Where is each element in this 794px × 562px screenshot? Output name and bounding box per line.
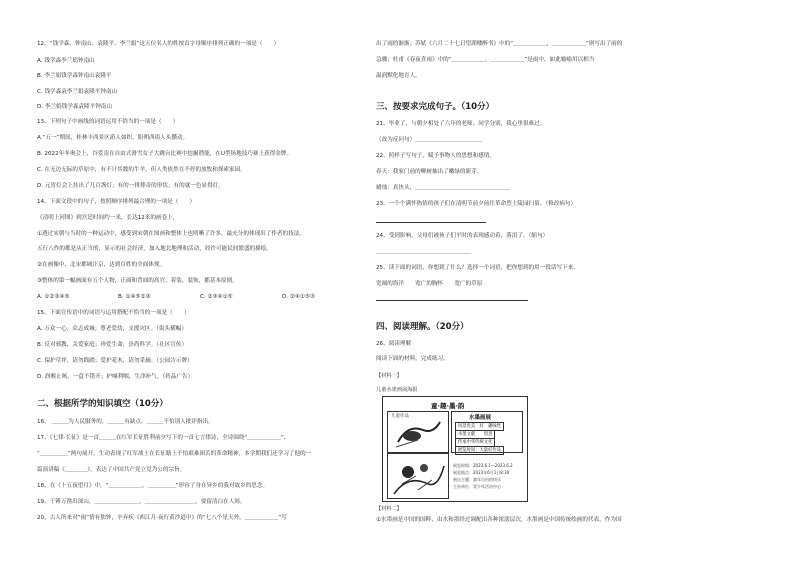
section-3-title: 三、按要求完成句子。（10分）: [376, 102, 495, 112]
q23-answer-line[interactable]: [376, 222, 486, 223]
q14-option-a: A. ①②③④⑤: [37, 294, 70, 300]
q20-cont-3: 温润默化地育人。: [376, 73, 421, 79]
ink-flower-painting: [388, 454, 448, 498]
poster-info-line: 主办单位：青少年活动中心: [453, 484, 501, 489]
q12-option-b: B. 李兰娟钱学森钟南山袁隆平: [37, 73, 112, 79]
poster-heading: 童·趣·墨·韵: [431, 402, 465, 410]
q25-line-1: 25、读下面的词语，你想到了什么？选择一个词语，把你想到的用一段话写下来。: [376, 265, 579, 271]
q20-cont-2: 急骤；杜甫《春夜喜雨》中的“＿＿＿＿＿＿，＿＿＿＿＿＿”是雨中，如此喻喻用以相当: [376, 57, 595, 63]
material-2-label: 【材料二】: [376, 506, 402, 512]
q18: 18、在《十五夜望月》中，“＿＿＿＿＿＿，＿＿＿＿＿”形容了身在异乡的我对故乡的思念。: [37, 483, 269, 489]
q14-sentence-2: 五行八作的都是从正当的，显示的社会经济，加入地北地理和活动，经许可能民间繁盛的描绘。: [37, 246, 272, 252]
q21-line-2: （改为反问句）＿＿＿＿＿＿＿＿＿＿＿＿: [376, 137, 483, 143]
q22-line-2: 春天：我家门前的柳树抽出了嫩绿的新芽。: [376, 169, 483, 175]
q14-option-b: B. ①④⑤②③: [118, 294, 151, 300]
q13-option-c: C. 在无边无际的草原中，有不计其数的牛羊，但人类依然在不停的放牧和探索家园。: [37, 167, 246, 173]
q13-option-b: B. 2022年冬奥会上，谷爱凌在自由式滑雪女子大跳台比赛中挖掘潜能，在U型场地技巧赛上获得金牌。: [37, 151, 293, 157]
q22-line-1: 22、照样子写句子，赋予事物人的思想和感情。: [376, 153, 495, 159]
material-1-label: 【材料一】: [376, 373, 402, 379]
q15-option-c: C. 保护草坪，请勿践踏；爱护花木，请勿采摘。（公园告示牌）: [37, 358, 193, 364]
q14-sentence-1: ①透过宋朝与当时的一种运动中，感受到宋朝在图画和整体上也明晰了许多，最充分的体现出了作者的技法。: [37, 231, 305, 237]
exhibition-poster: [382, 396, 528, 502]
poster-left-tag: 儿童作品: [391, 414, 409, 419]
q25-words: 宽阔的海洋 宽广的胸怀 宽广的草原: [376, 281, 483, 287]
q26-title: 26、阅读理解: [376, 341, 412, 347]
q12-option-d: D. 李兰娟钱学森袁隆平钟南山: [37, 104, 112, 110]
q20-cont-1: 出了雨的渐渐；苏轼《六月二十七日望湖楼醉书》中的“＿＿＿＿＿＿，＿＿＿＿＿＿”则写出了雨的: [376, 41, 623, 47]
section-4-title: 四、阅读理解。（20分）: [376, 322, 469, 332]
section-2-title: 二、根据所学的知识填空（10分）: [37, 399, 168, 409]
poster-info-line: 展览时间：2023.6.1—2023.6.2: [453, 463, 513, 468]
q17-line-1: 17、《七律·长征》是一首＿＿＿在红军长征胜利前夕写下的一首七言律诗，全诗围绕“＿＿＿＿＿＿”，: [37, 435, 290, 441]
q14-intro: 《清明上河图》到宫廷时间约一米，长达12米的画卷上，: [37, 215, 179, 221]
q14-sentence-4: ③整体的第一幅画面有五个人物，正面和背面的高官、着装、装饰，都基本原则。: [37, 278, 238, 284]
q15-option-b: B. 反对邪教，关爱家庭；珍爱生命，崇尚科学。（社区宣传）: [37, 342, 188, 348]
poster-info-line: 展出主题：童年自由的快乐: [453, 477, 501, 482]
q13-option-a: A.“五一”期间，桂林丰西景区游人如织，阳朔西街人头攒动。: [37, 135, 189, 141]
poster-pill: 水墨文献 创意: [455, 430, 495, 439]
q17-line-2: “＿＿＿＿＿”两句展开，生动表现了红军战士在长征路上不怕艰难困苦的革命精神，本学期我们还学习了他的一: [37, 451, 312, 457]
q14-option-d: D. ②④①⑤③: [282, 294, 315, 300]
q24-line-2: ＿＿＿＿＿＿＿＿＿＿＿＿＿＿＿＿＿: [376, 249, 472, 255]
q19: 19、千锤万凿出深山，＿＿＿＿＿＿＿＿，＿＿＿＿＿＿＿＿＿，要留清白在人间。: [37, 499, 246, 505]
q24-line-1: 24、受到影响，父母们被孩子们平时的表现感动着，落泪了。（缩句）: [376, 233, 549, 239]
poster-painting-bottom: [387, 453, 449, 499]
q15-option-d: D. 润喉止咳，一盒不错开；护嗓利咽，生津补气。（药品广告）: [37, 374, 194, 380]
q13-stem: 13、下列句子中画线的词语运用不恰当的一项是（ ）: [37, 119, 179, 125]
q12-option-c: C. 钱学森袁李兰娟袁隆平钟南山: [37, 89, 118, 95]
q15-stem: 15、下面宣传语中的词语与运用搭配不恰当的一项是（ ）: [37, 310, 190, 316]
q14-stem: 14、下面文段中的句子，按照顺序排列最合理的一项是（ ）: [37, 199, 196, 205]
q26-instruction: 阅读下面的材料，完成练习。: [376, 356, 449, 362]
poster-right-title: 水墨画展: [469, 415, 492, 421]
q23: 23、一个个满怀热情的孩子们在清明节前夕前往革命烈士陵园扫墓。（修改病句）: [376, 201, 577, 207]
poster-info-line: 展览地点：2023年6月1日8:30: [453, 470, 510, 475]
q21-line-1: 21、毕业了，与朝夕相处了六年的老师、同学分别，我心里很难过。: [376, 121, 546, 127]
q14-option-c: C. ②③④①⑤: [200, 294, 233, 300]
q17-line-3: 篇演讲稿《＿＿＿＿》，表达了中国共产党立党为公的宗旨。: [37, 467, 186, 473]
q14-sentence-3: ②在画像中，北宋都城汴京，达到百姓的全面体现。: [37, 262, 166, 268]
q22-line-3: 蜡烛：真快头，＿＿＿＿＿＿＿＿＿＿＿＿＿＿＿＿＿: [376, 185, 511, 191]
q25-answer-line[interactable]: [376, 300, 528, 301]
material-1-title: 儿童水墨画展海报: [376, 387, 418, 393]
q16: 16、 ＿＿＿为人民服务的，＿＿＿有缺点，＿＿＿不怕别人批评指出。: [37, 419, 214, 425]
q12-stem: 12、“钱学森、钟南山、袁隆平、李兰娟”这五位名人的姓按首字母顺序排列正确的一项是（ ）: [37, 41, 280, 47]
poster-pill: 风景优美 好 趣味性: [455, 422, 504, 431]
poster-pill: 展览时间：大量好作品: [455, 446, 504, 455]
q12-option-a: A. 钱学森李兰娟钟南山: [37, 58, 95, 64]
q13-option-d: D. 元宵灯会上挂出了几百盏灯；有的一排排奇的形状；有的就一色显得灯。: [37, 183, 224, 189]
poster-pill: 传承中华传统文化: [455, 438, 495, 447]
q20: 20、古人所来对“雨”情有独钟，辛弃疾《西江月·夜行黄沙道中》的“七八个星天外，＿＿＿＿＿＿”写: [37, 515, 287, 521]
q15-option-a: A. 万众一心，众志成城；尊老爱幼，支援灾区。（街头横幅）: [37, 326, 187, 332]
material-2-text: ①水墨画是中国的国粹，由水和墨经过调配出各种浓淡层次，水墨画是中国传统绘画的代表，作为国: [376, 517, 622, 523]
